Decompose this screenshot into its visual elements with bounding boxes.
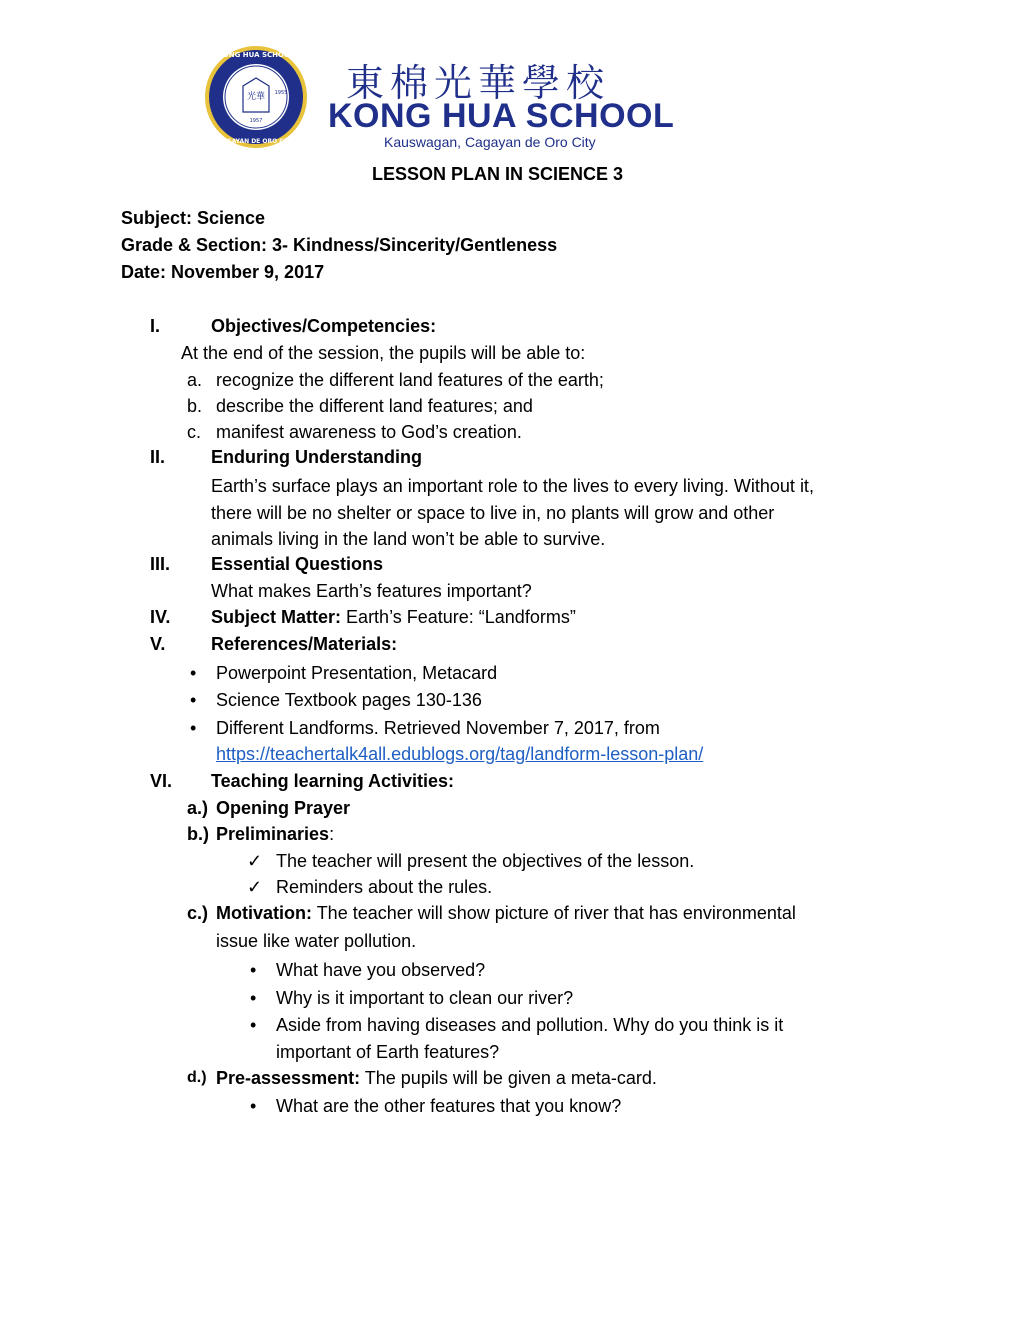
activity-c-marker: c.) bbox=[187, 903, 209, 923]
activity-b-marker: b.) bbox=[187, 824, 209, 844]
preassessment-question: What are the other features that you know? bbox=[276, 1096, 622, 1116]
motivation-question-3-cont: important of Earth features? bbox=[276, 1042, 500, 1062]
subject-matter bbox=[211, 607, 576, 628]
bullet-icon: • bbox=[190, 690, 197, 710]
section-2-line-3: animals living in the land won’t be able to survive. bbox=[211, 529, 606, 549]
motivation-question-3: Aside from having diseases and pollution. Why do you think is it bbox=[276, 1015, 784, 1035]
objective-b: describe the different land features; and bbox=[216, 396, 533, 416]
section-2-line-2: there will be no shelter or space to live in, no plants will grow and other bbox=[211, 503, 775, 523]
seal-year-2: 1957 bbox=[249, 118, 263, 124]
section-4-heading: Subject Matter: bbox=[211, 607, 342, 627]
section-5-number: V. bbox=[150, 634, 166, 654]
activity-d-text: The pupils will be given a meta-card. bbox=[364, 1068, 657, 1088]
seal-chars: 光華 bbox=[246, 92, 266, 102]
activity-b-colon: : bbox=[329, 824, 335, 844]
school-address: Kauswagan, Cagayan de Oro City bbox=[384, 134, 596, 150]
section-2-number: II. bbox=[150, 447, 166, 467]
objective-marker-a: a. bbox=[187, 370, 203, 390]
bullet-icon: • bbox=[190, 663, 197, 683]
reference-url-link[interactable]: https://teachertalk4all.edublogs.org/tag/landform-lesson-plan/ bbox=[216, 744, 704, 764]
activity-b bbox=[216, 824, 334, 845]
document-title: LESSON PLAN IN SCIENCE 3 bbox=[372, 164, 624, 184]
reference-3: Different Landforms. Retrieved November 7, 2017, from bbox=[216, 718, 660, 738]
activity-a-label: Opening Prayer bbox=[216, 798, 351, 818]
subject-matter-text: Earth’s Feature: “Landforms” bbox=[346, 607, 576, 627]
essential-question: What makes Earth’s features important? bbox=[211, 581, 532, 601]
checkmark-icon bbox=[247, 851, 262, 872]
motivation-question-1: What have you observed? bbox=[276, 960, 486, 980]
objective-a: recognize the different land features of the earth; bbox=[216, 370, 604, 390]
activity-d-marker: d.) bbox=[187, 1069, 207, 1086]
grade-section-line: Grade & Section: 3- Kindness/Sincerity/Gentleness bbox=[121, 235, 558, 255]
seal-year-1: 1955 bbox=[274, 90, 288, 96]
bullet-icon: • bbox=[190, 718, 197, 738]
activity-c-label: Motivation: bbox=[216, 903, 312, 923]
section-6-number: VI. bbox=[150, 771, 173, 791]
section-1-heading: Objectives/Competencies: bbox=[211, 316, 437, 336]
preliminary-item-1: The teacher will present the objectives of the lesson. bbox=[276, 851, 695, 871]
section-2-line-1: Earth’s surface plays an important role to the lives to every living. Without it, bbox=[211, 476, 814, 496]
activity-c bbox=[216, 903, 796, 924]
section-3-number: III. bbox=[150, 554, 171, 574]
school-seal-logo bbox=[203, 44, 309, 150]
activity-d-label: Pre-assessment: bbox=[216, 1068, 361, 1088]
checkmark-icon bbox=[247, 877, 262, 898]
activity-c-text: The teacher will show picture of river that has environmental bbox=[316, 903, 796, 923]
motivation-question-2: Why is it important to clean our river? bbox=[276, 988, 574, 1008]
seal-bottom-text: CAGAYAN DE ORO CITY bbox=[217, 138, 295, 145]
school-name: KONG HUA SCHOOL bbox=[328, 97, 675, 135]
section-4-number: IV. bbox=[150, 607, 171, 627]
section-1-number: I. bbox=[150, 316, 161, 336]
school-chinese-name: 東棉光華學校 bbox=[346, 61, 611, 105]
section-3-heading: Essential Questions bbox=[211, 554, 384, 574]
reference-1: Powerpoint Presentation, Metacard bbox=[216, 663, 498, 683]
school-header bbox=[328, 52, 708, 152]
section-5-heading: References/Materials: bbox=[211, 634, 398, 654]
bullet-icon: • bbox=[250, 960, 257, 980]
objective-marker-c: c. bbox=[187, 422, 202, 442]
section-2-heading: Enduring Understanding bbox=[211, 447, 422, 467]
objective-marker-b: b. bbox=[187, 396, 203, 416]
activity-c-text-2: issue like water pollution. bbox=[216, 931, 417, 951]
preliminary-item-2: Reminders about the rules. bbox=[276, 877, 493, 897]
reference-2: Science Textbook pages 130-136 bbox=[216, 690, 482, 710]
objective-c: manifest awareness to God’s creation. bbox=[216, 422, 522, 442]
activity-a-marker: a.) bbox=[187, 798, 209, 818]
bullet-icon: • bbox=[250, 988, 257, 1008]
date-line: Date: November 9, 2017 bbox=[121, 262, 325, 282]
bullet-icon: • bbox=[250, 1015, 257, 1035]
bullet-icon: • bbox=[250, 1096, 257, 1116]
activity-d bbox=[216, 1068, 657, 1089]
subject-line: Subject: Science bbox=[121, 208, 266, 228]
section-1-intro: At the end of the session, the pupils will be able to: bbox=[181, 343, 586, 363]
seal-top-text: KONG HUA SCHOOL bbox=[217, 51, 295, 59]
section-6-heading: Teaching learning Activities: bbox=[211, 771, 455, 791]
activity-b-label: Preliminaries bbox=[216, 824, 330, 844]
